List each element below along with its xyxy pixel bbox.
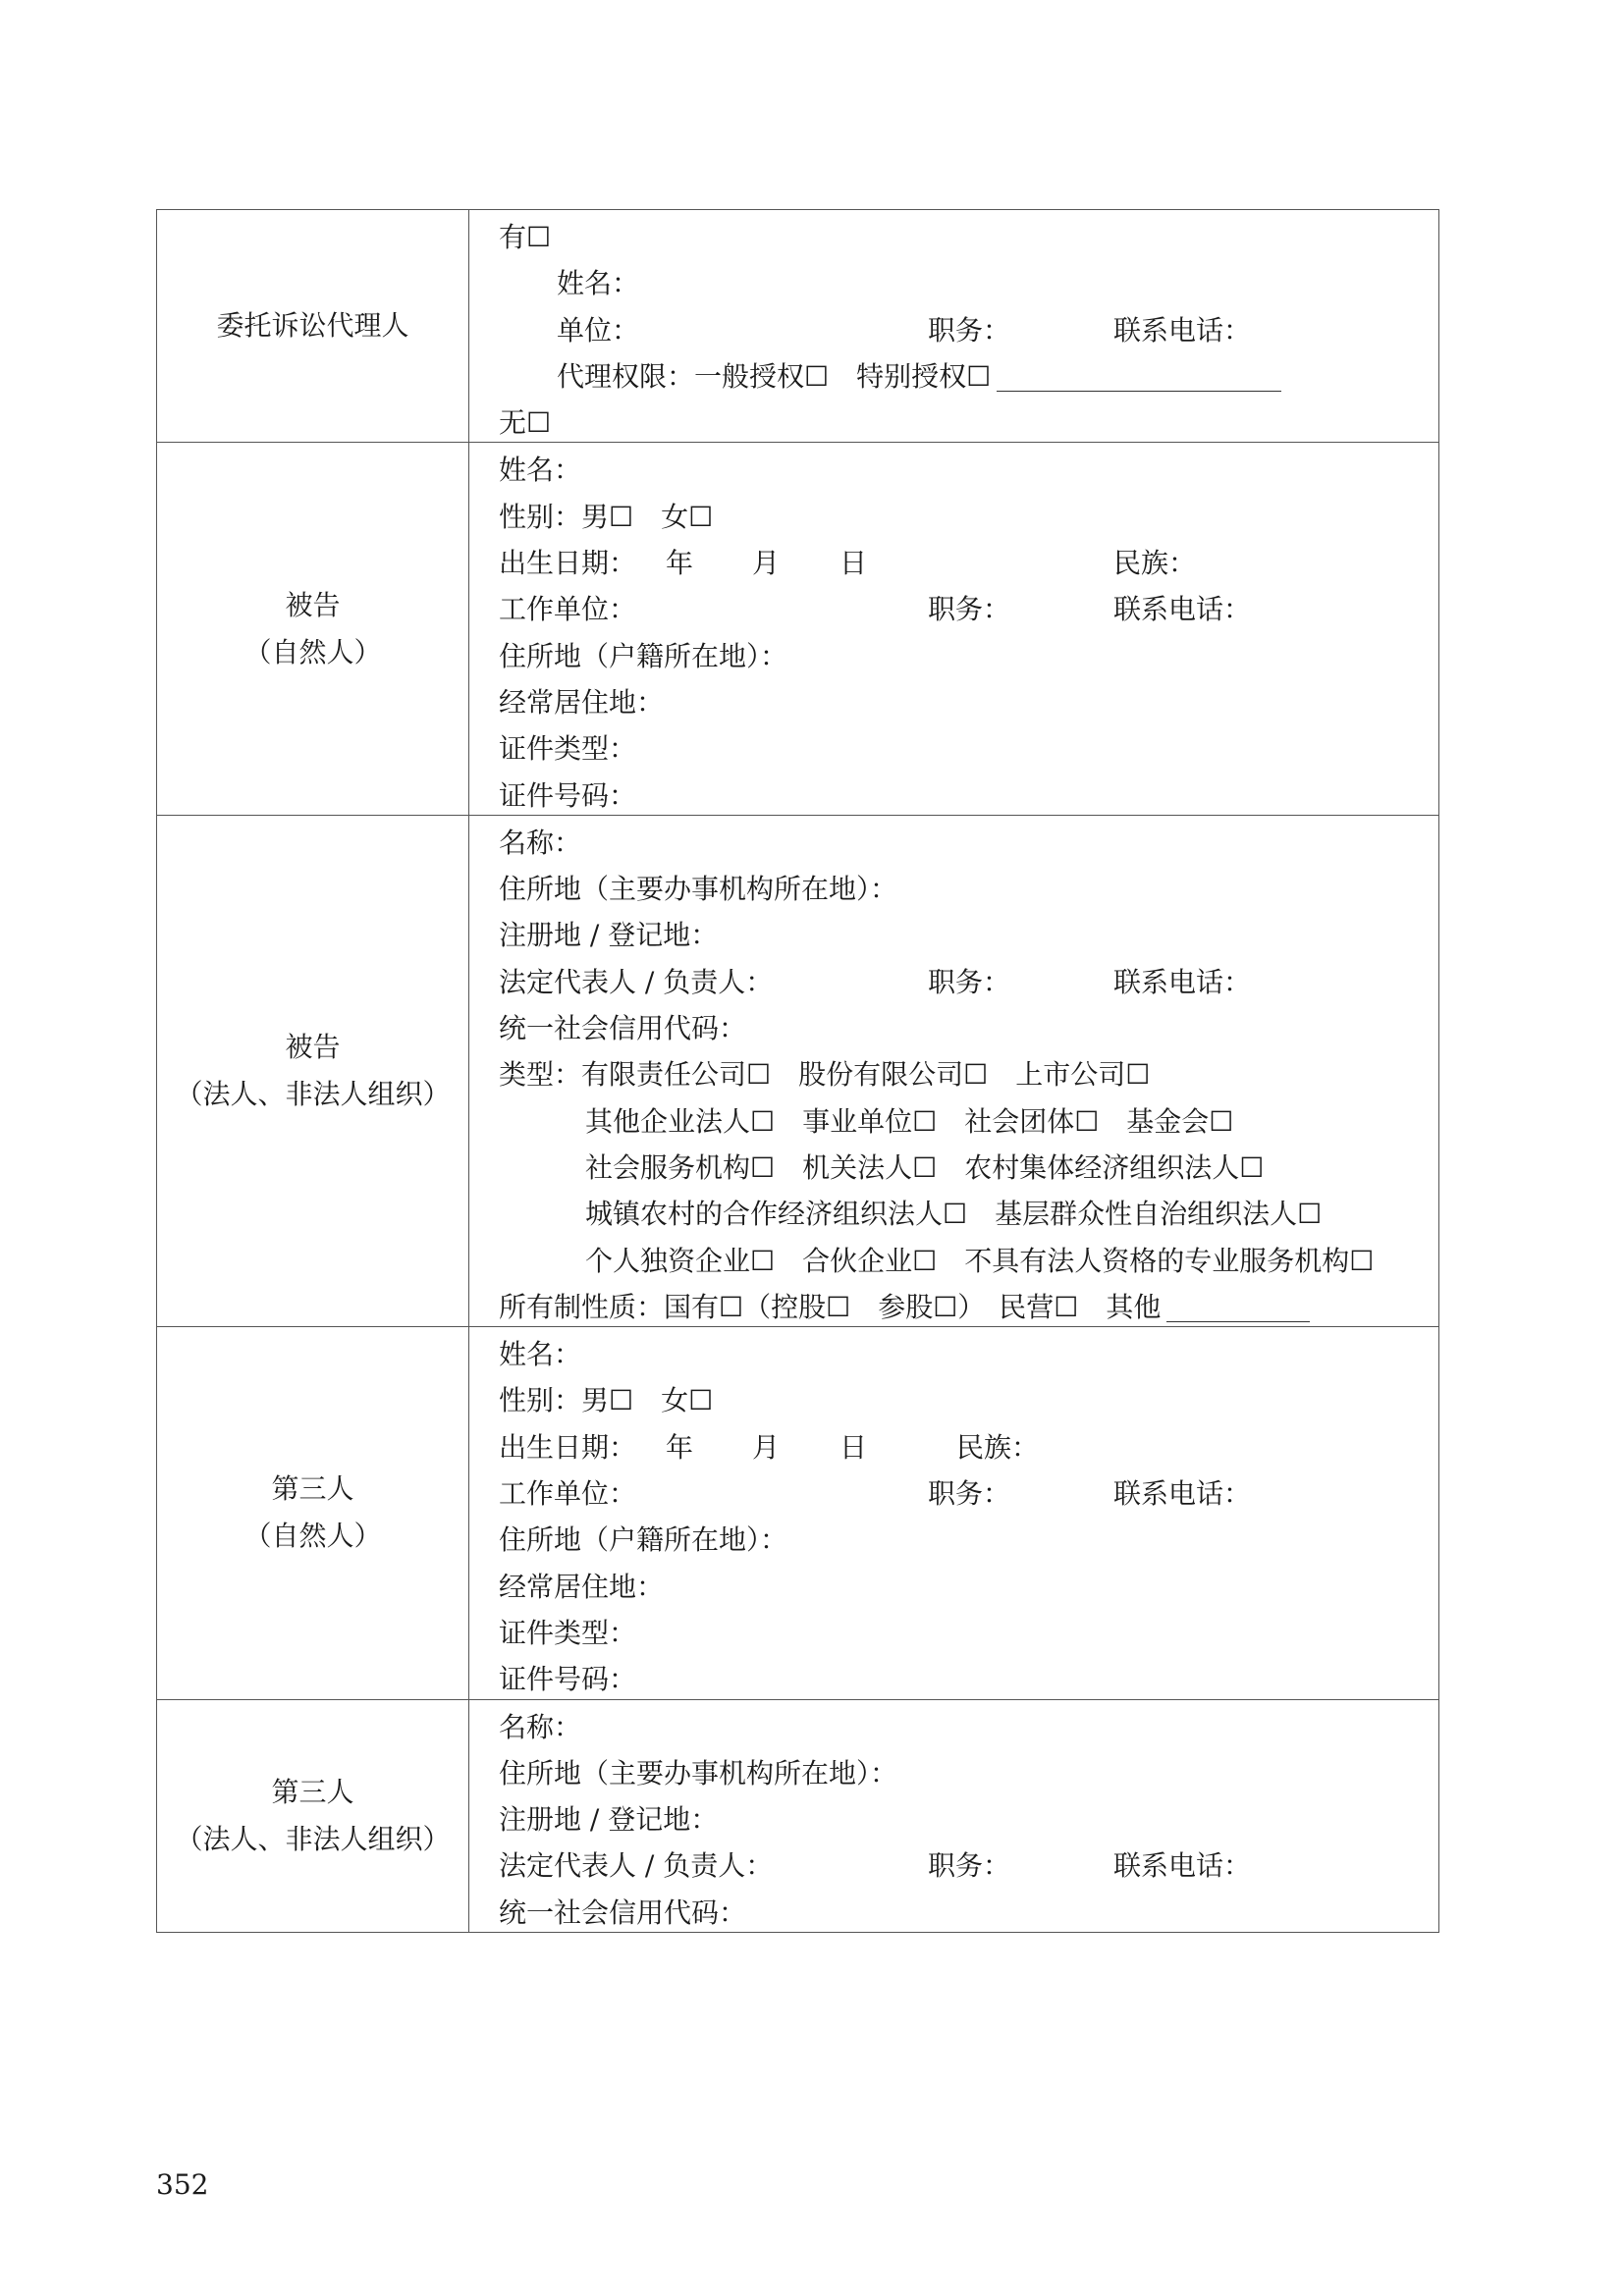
third-legal-label: 第三人 （法人、非法人组织） [157, 1699, 469, 1932]
defendant-legal-label: 被告 （法人、非法人组织） [157, 815, 469, 1326]
dn-name: 姓名： [499, 454, 582, 487]
agent-name-line: 姓名： [557, 267, 640, 300]
agent-has-option[interactable]: 有☐ [499, 221, 552, 253]
agent-none-line [469, 396, 1438, 442]
third-natural-label: 第三人 （自然人） [157, 1327, 469, 1699]
dn-birth: 出生日期： [499, 547, 637, 580]
page-number: 352 [156, 2168, 209, 2201]
defendant-natural-row [157, 443, 1439, 815]
agent-unit-line: 单位： 职务： 联系电话： [557, 313, 1252, 347]
dl-type-options-3[interactable]: 社会服务机构☐ 机关法人☐ 农村集体经济组织法人☐ [585, 1150, 1265, 1184]
ownership-other-blank[interactable] [1166, 1292, 1310, 1322]
agent-none-option[interactable]: 无☐ [499, 406, 552, 440]
tn-gender[interactable]: 性别：男☐ 女☐ [499, 1384, 714, 1417]
dn-gender[interactable]: 性别：男☐ 女☐ [499, 500, 714, 533]
third-legal-row [157, 1699, 1439, 1932]
agent-row [157, 210, 1439, 443]
dl-type-options-4[interactable]: 城镇农村的合作经济组织法人☐ 基层群众性自治组织法人☐ [585, 1198, 1323, 1231]
third-natural-content: 姓名： 性别：男☐ 女☐ 出生日期： 年 月 日 民族： 工作单位： 职务： 联系电话： 住所地（户籍所在地）： 经常居住地： 证件类型： 证件号码： [469, 1327, 1439, 1699]
defendant-natural-content: 姓名： 性别：男☐ 女☐ 出生日期： 年 月 日 民族： 工作单位： 职务： 联系电话： 住所地（户籍所在地）： 经常居住地： 证件类型： 证件号码： [469, 443, 1439, 815]
dn-ethnicity: 民族： [1113, 547, 1197, 580]
agent-label: 委托诉讼代理人 [157, 210, 469, 443]
dl-type-options-5[interactable]: 个人独资企业☐ 合伙企业☐ 不具有法人资格的专业服务机构☐ [585, 1244, 1375, 1277]
litigation-form-table [156, 209, 1439, 1933]
defendant-natural-label: 被告 （自然人） [157, 443, 469, 815]
agent-content [469, 210, 1439, 443]
third-natural-row [157, 1327, 1439, 1699]
dl-type-options-1[interactable]: 类型：有限责任公司☐ 股份有限公司☐ 上市公司☐ [499, 1058, 1151, 1092]
dl-ownership-options[interactable]: 所有制性质：国有☐（控股☐ 参股☐） 民营☐ 其他 [499, 1290, 1162, 1323]
agent-authority-options[interactable]: 代理权限：一般授权☐ 特别授权☐ [557, 359, 992, 393]
dl-type-options-2[interactable]: 其他企业法人☐ 事业单位☐ 社会团体☐ 基金会☐ [585, 1104, 1234, 1138]
defendant-legal-row [157, 815, 1439, 1326]
special-authority-blank[interactable] [997, 361, 1281, 392]
third-legal-content: 名称： 住所地（主要办事机构所在地）： 注册地 / 登记地： 法定代表人 / 负责人： 职务： 联系电话： 统一社会信用代码： [469, 1699, 1439, 1932]
defendant-legal-content: 名称： 住所地（主要办事机构所在地）： 注册地 / 登记地： 法定代表人 / 负责人： 职务： 联系电话： 统一社会信用代码： 类型：有限责任公司☐ 股份有限公司☐ 上市公司☐ 其他企业法人☐ 事业单位☐ 社会团体☐ 基金会☐ 社会服务机构☐ 机关法人☐ 农村集体经济组织法人☐ 城镇农村的合作经济组织法人☐ 基层群众性自治组织法人☐ 个人独资企业☐ 合伙企业☐ 不具有法人资格的专业服务机构☐ 所有制性质：国有☐（控股☐ 参股☐） 民营☐ 其他 [469, 815, 1439, 1326]
agent-has-line [469, 210, 1438, 256]
agent-authority-line [469, 349, 1438, 396]
